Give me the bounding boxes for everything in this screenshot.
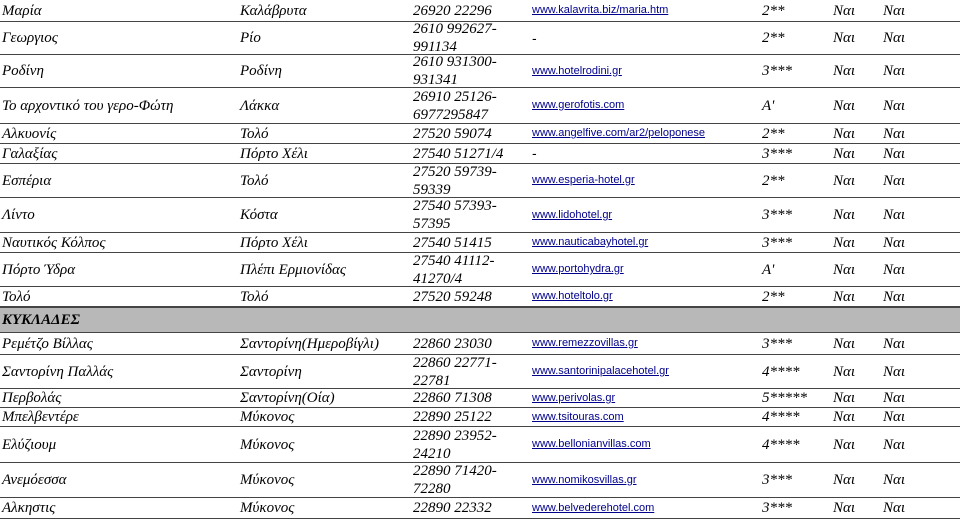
hotel-flag-1: Ναι [833, 472, 856, 488]
hotel-location: Σαντορίνη [240, 363, 302, 380]
section-header [0, 307, 960, 333]
table-row [0, 498, 960, 519]
table-row [0, 355, 960, 389]
hotel-rating: 2** [762, 30, 785, 46]
table-row [0, 427, 960, 463]
hotel-phone: 26920 22296 [413, 2, 492, 19]
hotel-location: Τολό [240, 288, 269, 305]
hotel-flag-1: Ναι [833, 125, 856, 142]
hotel-flag-1: Ναι [833, 288, 856, 305]
hotel-flag-1: Ναι [833, 261, 856, 278]
hotel-flag-2: Ναι [883, 500, 906, 516]
hotel-rating: 5***** [762, 390, 807, 406]
hotel-flag-2: Ναι [883, 125, 906, 142]
hotel-location: Κόστα [240, 207, 278, 223]
hotel-rating: 3*** [762, 63, 792, 79]
hotel-name: Περβολάς [2, 390, 62, 406]
hotel-name: Αλκυονίς [2, 125, 57, 142]
hotel-website-link[interactable]: www.santorinipalacehotel.gr [532, 365, 669, 377]
hotel-website-link[interactable]: www.nomikosvillas.gr [532, 473, 637, 486]
hotel-name: Πόρτο Ύδρα [2, 261, 76, 278]
hotel-rating: 2** [762, 172, 785, 189]
hotel-location: Μύκονος [240, 472, 295, 488]
table-row [0, 22, 960, 55]
hotel-website-link[interactable]: www.hoteltolo.gr [532, 290, 613, 302]
hotel-rating: 3*** [762, 472, 792, 488]
hotel-flag-1: Ναι [833, 172, 856, 189]
hotel-phone: 2610 992627- [413, 21, 497, 37]
hotel-name: Το αρχοντικό του γερο-Φώτη [2, 97, 174, 114]
hotel-rating: 4**** [762, 363, 800, 380]
hotel-location: Τολό [240, 172, 269, 189]
hotel-name: Μαρία [2, 2, 42, 19]
hotel-flag-1: Ναι [833, 30, 856, 46]
hotel-flag-1: Ναι [833, 335, 856, 352]
hotel-rating: A' [762, 97, 775, 114]
hotel-flag-2: Ναι [883, 436, 906, 453]
hotel-flag-1: Ναι [833, 145, 856, 162]
hotel-name: Ελύζιουμ [2, 436, 57, 453]
hotel-flag-2: Ναι [883, 472, 906, 488]
hotel-phone: 27540 51415 [413, 234, 492, 251]
hotel-website-link[interactable]: www.nauticabayhotel.gr [532, 236, 649, 248]
hotel-phone-cont: 24210 [413, 445, 451, 462]
hotel-phone: 27520 59248 [413, 288, 492, 305]
hotel-phone: 27540 41112- [413, 252, 495, 269]
hotel-rating: 3*** [762, 145, 792, 162]
hotel-name: Ανεμόεσσα [2, 472, 67, 488]
hotel-flag-2: Ναι [883, 363, 906, 380]
hotel-flag-1: Ναι [833, 409, 856, 425]
table-row [0, 463, 960, 498]
hotel-name: Ρεμέτζο Βίλλας [2, 335, 93, 352]
hotel-location: Ροδίνη [240, 63, 282, 79]
hotel-name: Σαντορίνη Παλλάς [2, 363, 114, 380]
hotel-phone: 22860 22771- [413, 354, 497, 371]
table-row [0, 389, 960, 408]
table-row [0, 124, 960, 144]
hotel-website-link[interactable]: www.angelfive.com/ar2/peloponese [532, 127, 706, 139]
hotel-name: Γαλαξίας [2, 145, 58, 162]
hotel-location: Μύκονος [240, 436, 295, 453]
table-row [0, 333, 960, 355]
hotel-website-link[interactable]: www.gerofotis.com [532, 99, 625, 111]
hotel-phone: 27540 57393- [413, 198, 497, 214]
hotel-location: Καλάβρυτα [240, 2, 307, 19]
table-row [0, 253, 960, 287]
hotel-flag-1: Ναι [833, 234, 856, 251]
table-row [0, 287, 960, 307]
hotel-flag-2: Ναι [883, 234, 906, 251]
hotel-phone: 22890 22332 [413, 500, 492, 516]
hotel-phone: 22890 23952- [413, 427, 497, 444]
hotel-flag-2: Ναι [883, 207, 906, 223]
hotel-phone-cont: 41270/4 [413, 270, 463, 287]
hotel-name: Τολό [2, 288, 31, 305]
hotel-name: Αλκηστις [2, 500, 56, 516]
hotel-phone: 22860 23030 [413, 335, 492, 352]
hotel-phone: 26910 25126- [413, 88, 497, 105]
hotel-flag-1: Ναι [833, 63, 856, 79]
section-title: ΚΥΚΛΑΔΕΣ [2, 312, 80, 328]
table-row [0, 233, 960, 253]
hotel-flag-1: Ναι [833, 97, 856, 114]
hotel-rating: 2** [762, 288, 785, 305]
table-row [0, 0, 960, 22]
hotel-flag-1: Ναι [833, 207, 856, 223]
hotel-website-link[interactable]: www.portohydra.gr [532, 263, 624, 275]
hotel-name: Ναυτικός Κόλπος [2, 234, 106, 251]
hotel-phone-cont: 6977295847 [413, 106, 488, 123]
hotel-phone: 27540 51271/4 [413, 145, 504, 162]
hotel-flag-2: Ναι [883, 30, 906, 46]
hotel-phone: 22890 25122 [413, 409, 492, 425]
hotel-flag-2: Ναι [883, 288, 906, 305]
hotel-phone: 22860 71308 [413, 390, 492, 406]
hotel-flag-2: Ναι [883, 145, 906, 162]
hotel-flag-1: Ναι [833, 436, 856, 453]
hotel-website-link[interactable]: www.tsitouras.com [532, 410, 624, 423]
hotel-name: Λίντο [2, 207, 35, 223]
hotel-phone: 27520 59739- [413, 163, 497, 180]
hotel-website-empty: - [532, 29, 537, 46]
hotel-website-link[interactable]: www.kalavrita.biz/maria.htm [532, 4, 669, 16]
hotel-website-link[interactable]: www.lidohotel.gr [532, 208, 613, 221]
hotel-location: Πόρτο Χέλι [240, 145, 308, 162]
hotel-website-link[interactable]: www.remezzovillas.gr [532, 337, 638, 349]
hotel-location: Πλέπι Ερμιονίδας [240, 261, 346, 278]
table-row [0, 164, 960, 198]
hotel-rating: 3*** [762, 207, 792, 223]
hotel-location: Μύκονος [240, 409, 295, 425]
hotel-flag-1: Ναι [833, 2, 856, 19]
hotel-flag-1: Ναι [833, 500, 856, 516]
hotel-phone-cont: 931341 [413, 72, 458, 88]
hotel-flag-1: Ναι [833, 363, 856, 380]
hotel-phone-cont: 57395 [413, 216, 451, 232]
table-row [0, 55, 960, 88]
hotel-location: Τολό [240, 125, 269, 142]
hotel-flag-2: Ναι [883, 409, 906, 425]
hotel-website-empty: - [532, 145, 537, 161]
hotel-name: Μπελβεντέρε [2, 409, 79, 425]
hotel-location: Ρίο [240, 30, 261, 46]
hotel-phone: 2610 931300- [413, 54, 497, 70]
hotel-phone-cont: 59339 [413, 181, 451, 198]
hotel-website-link[interactable]: www.esperia-hotel.gr [532, 174, 635, 186]
hotel-rating: A' [762, 261, 775, 278]
hotel-website-link[interactable]: www.perivolas.gr [532, 391, 616, 404]
hotel-flag-2: Ναι [883, 390, 906, 406]
hotel-website-link[interactable]: www.bellonianvillas.com [532, 438, 651, 450]
hotel-rating: 3*** [762, 335, 792, 352]
hotel-rating: 4**** [762, 436, 800, 453]
hotel-name: Γεωργιος [2, 30, 58, 46]
hotel-location: Λάκκα [240, 97, 280, 114]
hotel-phone-cont: 22781 [413, 372, 451, 389]
hotel-phone: 22890 71420- [413, 463, 497, 479]
table-row [0, 408, 960, 427]
hotel-location: Μύκονος [240, 500, 295, 516]
hotel-rating: 4**** [762, 409, 800, 425]
hotel-phone-cont: 72280 [413, 481, 451, 497]
hotel-rating: 2** [762, 2, 785, 19]
table-row [0, 144, 960, 164]
hotel-flag-2: Ναι [883, 97, 906, 114]
hotel-flag-1: Ναι [833, 390, 856, 406]
hotel-rating: 2** [762, 125, 785, 142]
hotel-phone-cont: 991134 [413, 39, 457, 55]
hotel-name: Εσπέρια [2, 172, 52, 189]
hotel-flag-2: Ναι [883, 63, 906, 79]
hotel-flag-2: Ναι [883, 335, 906, 352]
hotel-name: Ροδίνη [2, 63, 44, 79]
hotel-flag-2: Ναι [883, 2, 906, 19]
table-row [0, 198, 960, 233]
hotel-rating: 3*** [762, 234, 792, 251]
hotel-website-link[interactable]: www.belvederehotel.com [532, 501, 655, 514]
hotel-flag-2: Ναι [883, 261, 906, 278]
hotel-rating: 3*** [762, 500, 792, 516]
hotel-flag-2: Ναι [883, 172, 906, 189]
table-row [0, 88, 960, 124]
hotel-location: Σαντορίνη(Οία) [240, 390, 335, 406]
hotel-website-link[interactable]: www.hotelrodini.gr [532, 64, 622, 77]
hotel-phone: 27520 59074 [413, 125, 492, 142]
hotel-location: Πόρτο Χέλι [240, 234, 308, 251]
hotel-location: Σαντορίνη(Ημεροβίγλι) [240, 335, 379, 352]
